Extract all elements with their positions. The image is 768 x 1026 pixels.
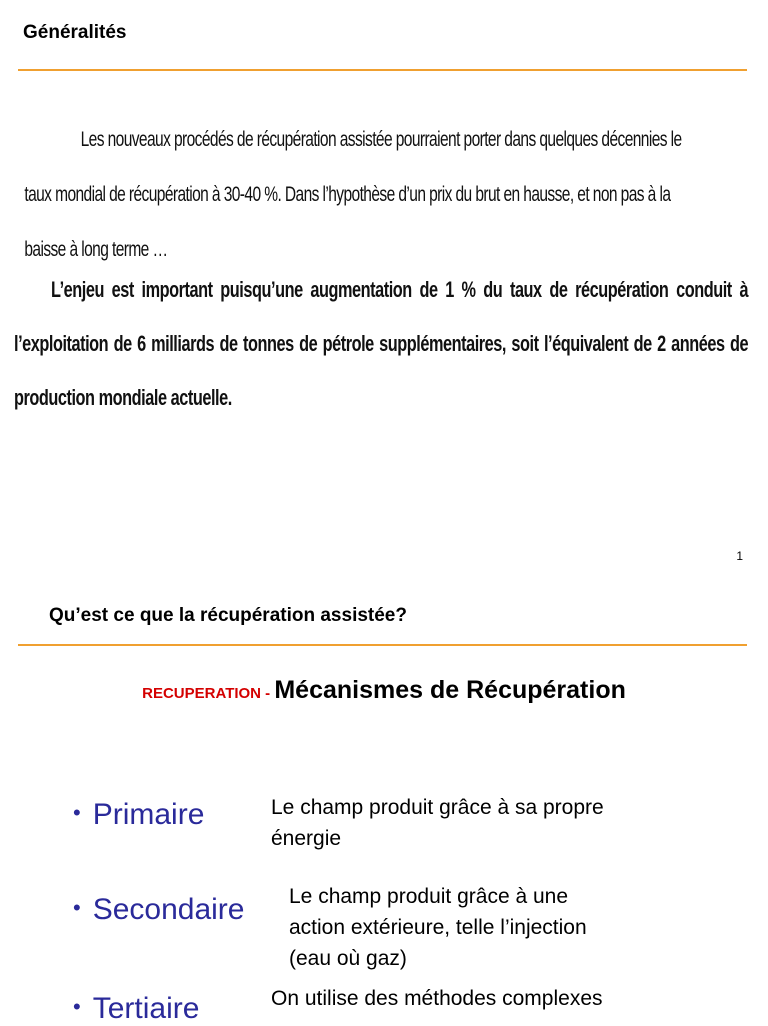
- description-tertiaire: [271, 983, 603, 1014]
- bullet-tertiaire: [73, 992, 199, 1026]
- description-line: Le champ produit grâce à sa propre: [271, 796, 604, 819]
- description-line: (eau où gaz): [289, 947, 407, 970]
- description-primaire: [271, 792, 604, 854]
- slide-recuperation: [0, 580, 768, 1024]
- description-line: On utilise des méthodes complexes: [271, 987, 603, 1010]
- paragraph-1: Les nouveaux procédés de récupération assistée pourraient porter dans quelques décennies le taux mondial de récupération à 30-40 %. Dans l’hypothèse d’un prix du brut en hausse, et non pas à la baisse à long terme …: [24, 128, 682, 261]
- description-line: énergie: [271, 827, 342, 850]
- description-line: Le champ produit grâce à une: [289, 885, 569, 908]
- title-divider: [18, 644, 747, 646]
- slide-title: Généralités: [23, 22, 127, 43]
- heading-prefix: RECUPERATION -: [142, 685, 275, 702]
- page-number: 1: [736, 549, 743, 563]
- bullet-primaire: [73, 798, 204, 832]
- section-heading: [0, 676, 768, 705]
- bullet-secondaire: [73, 893, 244, 927]
- bullet-term: Secondaire: [92, 893, 245, 926]
- bullet-dot-icon: •: [73, 800, 81, 826]
- slide-title: Qu’est ce que la récupération assistée?: [49, 605, 407, 626]
- bullet-term: Primaire: [92, 798, 205, 831]
- bullet-dot-icon: •: [73, 895, 81, 921]
- heading-main: Mécanismes de Récupération: [274, 676, 626, 704]
- bullet-term: Tertiaire: [92, 992, 200, 1025]
- bullet-dot-icon: •: [73, 994, 81, 1020]
- paragraph-2: L’enjeu est important puisqu’une augmentation de 1 % du taux de récupération conduit à l’exploitation de 6 milliards de tonnes de pétrole supplémentaires, soit l’équivalent de 2 années de production mondiale actuelle.: [14, 277, 749, 410]
- description-line: action extérieure, telle l’injection: [289, 916, 587, 939]
- description-secondaire: [289, 881, 587, 974]
- title-divider: [18, 69, 747, 71]
- scanned-text-block: [14, 112, 748, 425]
